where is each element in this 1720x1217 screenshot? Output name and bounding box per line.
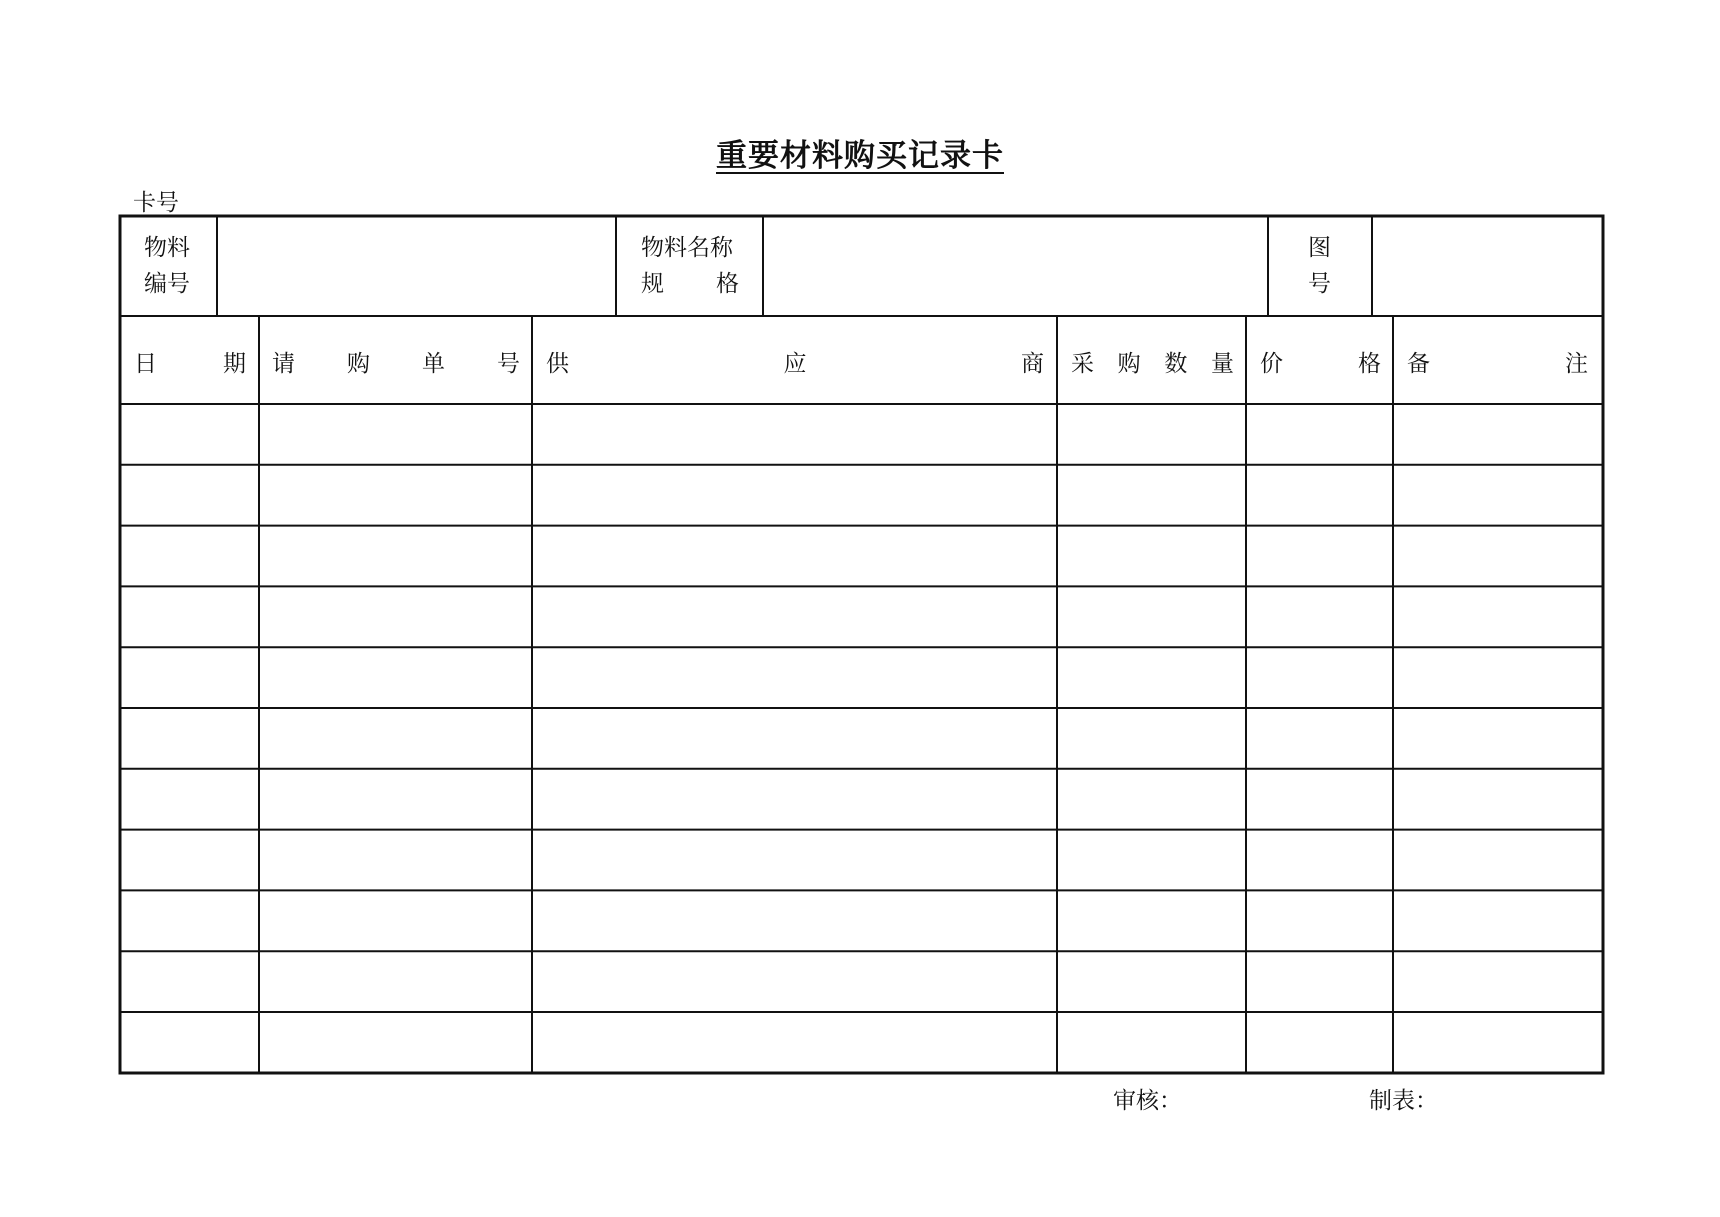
reviewer-label: 审核： [1113, 1088, 1182, 1114]
column-header-purchase-quantity: 采 购 数 量 [1071, 351, 1234, 377]
column-header-date: 日 期 [134, 351, 246, 377]
material-code-label: 物料 编号 [144, 235, 190, 297]
drawing-number-label: 图 号 [1308, 235, 1331, 297]
preparer-label: 制表： [1369, 1088, 1438, 1114]
column-header-price: 价 格 [1260, 351, 1381, 377]
card-number-label: 卡号 [133, 190, 179, 216]
column-header-requisition-no: 请 购 单 号 [272, 351, 520, 377]
material-name-spec-label: 物料名称 规 格 [641, 235, 739, 297]
form-title: 重要材料购买记录卡 [716, 138, 1004, 174]
column-header-supplier: 供 应 商 [546, 351, 1044, 377]
column-header-remarks: 备 注 [1407, 351, 1588, 377]
